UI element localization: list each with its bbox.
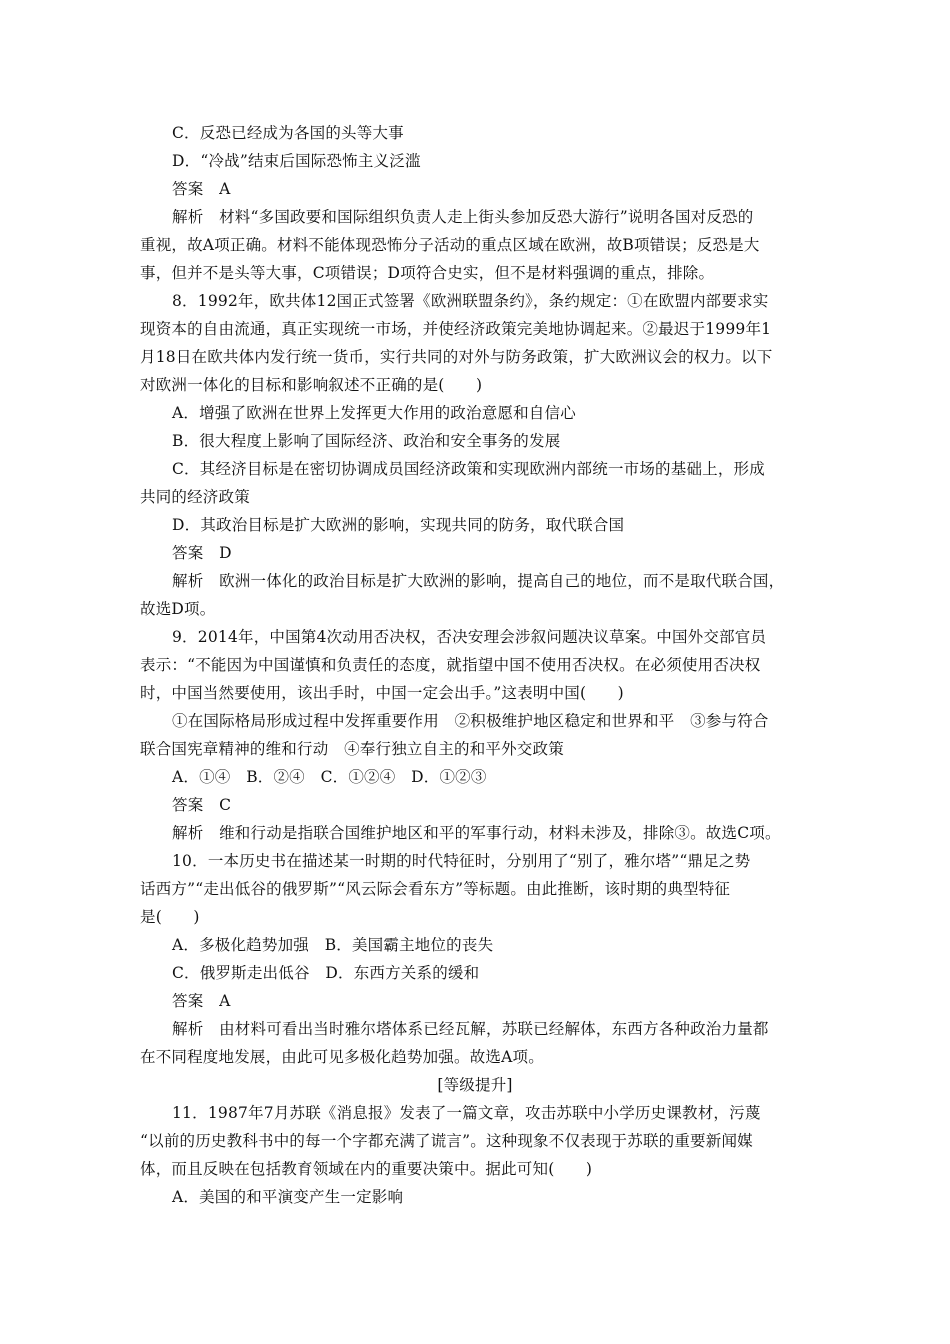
question-11-line-3: 体，而且反映在包括教育领域在内的重要决策中。据此可知( ) [140, 1160, 593, 1178]
option-a-q8: A．增强了欧洲在世界上发挥更大作用的政治意愿和自信心 [172, 404, 576, 422]
question-8-line-2: 现资本的自由流通，真正实现统一市场，并使经济政策完美地协调起来。②最迟于1999年1 [140, 320, 772, 338]
options-q9: A．①④ B．②④ C．①②④ D．①②③ [172, 768, 487, 786]
option-a-q11: A．美国的和平演变产生一定影响 [172, 1188, 404, 1206]
answer-q7: 答案 A [172, 180, 231, 198]
question-10-line-2: 话西方”“走出低谷的俄罗斯”“风云际会看东方”等标题。由此推断，该时期的典型特征 [140, 880, 731, 898]
analysis-q8-line-1: 解析 欧洲一体化的政治目标是扩大欧洲的影响，提高自己的地位，而不是取代联合国， [172, 572, 785, 590]
question-9-line-3: 时，中国当然要使用，该出手时，中国一定会出手。”这表明中国( ) [140, 684, 624, 702]
question-8-line-4: 对欧洲一体化的目标和影响叙述不正确的是( ) [140, 376, 483, 394]
question-9-line-2: 表示：“不能因为中国谨慎和负责任的态度，就指望中国不使用否决权。在必须使用否决权 [140, 656, 761, 674]
analysis-q8-line-2: 故选D项。 [140, 600, 216, 618]
question-10-line-1: 10．一本历史书在描述某一时期的时代特征时，分别用了“别了，雅尔塔”“鼎足之势 [172, 852, 751, 870]
question-9-line-1: 9．2014年，中国第4次动用否决权，否决安理会涉叙问题决议草案。中国外交部官员 [172, 628, 767, 646]
question-8-line-1: 8．1992年，欧共体12国正式签署《欧洲联盟条约》，条约规定：①在欧盟内部要求实 [172, 292, 769, 310]
answer-q9: 答案 C [172, 796, 232, 814]
question-8-line-3: 月18日在欧共体内发行统一货币，实行共同的对外与防务政策，扩大欧洲议会的权力。以下 [140, 348, 773, 366]
analysis-q7-line-1: 解析 材料“多国政要和国际组织负责人走上街头参加反恐大游行”说明各国对反恐的 [172, 208, 754, 226]
option-d-q7: D．“冷战”结束后国际恐怖主义泛滥 [172, 152, 421, 170]
question-11-line-2: “以前的历史教科书中的每一个字都充满了谎言”。这种现象不仅表现于苏联的重要新闻媒 [140, 1132, 753, 1150]
option-d-q8: D．其政治目标是扩大欧洲的影响，实现共同的防务，取代联合国 [172, 516, 625, 534]
question-11-line-1: 11．1987年7月苏联《消息报》发表了一篇文章，攻击苏联中小学历史课教材，污蔑 [172, 1104, 761, 1122]
option-b-q8: B．很大程度上影响了国际经济、政治和安全事务的发展 [172, 432, 561, 450]
option-c-q7: C．反恐已经成为各国的头等大事 [172, 124, 404, 142]
answer-q8: 答案 D [172, 544, 232, 562]
statements-q9-line-1: ①在国际格局形成过程中发挥重要作用 ②积极维护地区稳定和世界和平 ③参与符合 [172, 712, 769, 730]
analysis-q10-line-1: 解析 由材料可看出当时雅尔塔体系已经瓦解，苏联已经解体，东西方各种政治力量都 [172, 1020, 769, 1038]
option-c-q8-line-1: C．其经济目标是在密切协调成员国经济政策和实现欧洲内部统一市场的基础上，形成 [172, 460, 765, 478]
analysis-q7-line-3: 事，但并不是头等大事，C项错误；D项符合史实，但不是材料强调的重点，排除。 [140, 264, 715, 282]
answer-q10: 答案 A [172, 992, 231, 1010]
analysis-q7-line-2: 重视，故A项正确。材料不能体现恐怖分子活动的重点区域在欧洲，故B项错误；反恐是大 [140, 236, 760, 254]
option-c-q8-line-2: 共同的经济政策 [140, 488, 250, 506]
section-heading: [等级提升] [437, 1076, 513, 1094]
options-cd-q10: C．俄罗斯走出低谷 D．东西方关系的缓和 [172, 964, 480, 982]
analysis-q9: 解析 维和行动是指联合国维护地区和平的军事行动，材料未涉及，排除③。故选C项。 [172, 824, 781, 842]
options-ab-q10: A．多极化趋势加强 B．美国霸主地位的丧失 [172, 936, 494, 954]
question-10-line-3: 是( ) [140, 908, 200, 926]
analysis-q10-line-2: 在不同程度地发展，由此可见多极化趋势加强。故选A项。 [140, 1048, 544, 1066]
statements-q9-line-2: 联合国宪章精神的维和行动 ④奉行独立自主的和平外交政策 [140, 740, 564, 758]
